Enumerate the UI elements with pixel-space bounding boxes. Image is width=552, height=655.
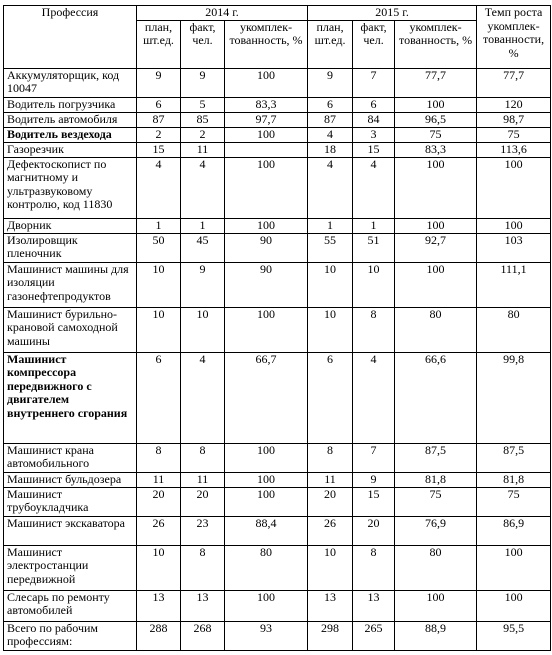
fact-2015: 10: [353, 262, 395, 307]
growth-rate: 99,8: [477, 352, 551, 443]
growth-rate: 100: [477, 157, 551, 218]
profession-name: Дворник: [4, 218, 137, 233]
staffing-2015: 83,3: [395, 142, 477, 157]
fact-2015: 8: [353, 307, 395, 352]
growth-rate: 75: [477, 487, 551, 516]
profession-name: Машинист компрессора передвижного с двигателем внутреннего сгорания: [4, 352, 137, 443]
fact-2015: 6: [353, 97, 395, 112]
fact-2014: 4: [181, 157, 225, 218]
staffing-2015: 87,5: [395, 443, 477, 472]
staffing-2014: 100: [225, 218, 308, 233]
staffing-2014: 88,4: [225, 516, 308, 545]
profession-name: Машинист трубоукладчика: [4, 487, 137, 516]
fact-2014: 23: [181, 516, 225, 545]
fact-2014: 45: [181, 233, 225, 262]
plan-2014: 26: [137, 516, 181, 545]
fact-2014: 2: [181, 127, 225, 142]
staffing-2015: 75: [395, 487, 477, 516]
plan-2015: 26: [308, 516, 353, 545]
staffing-2014: 100: [225, 307, 308, 352]
plan-2015: 6: [308, 352, 353, 443]
profession-name: Водитель автомобиля: [4, 112, 137, 127]
fact-2015: 84: [353, 112, 395, 127]
fact-2015: 7: [353, 443, 395, 472]
staffing-2015: 88,9: [395, 621, 477, 650]
growth-rate: 100: [477, 218, 551, 233]
fact-2014: 85: [181, 112, 225, 127]
table-row: [4, 97, 551, 112]
profession-name: Аккумуляторщик, код 10047: [4, 68, 137, 97]
plan-2015: 8: [308, 443, 353, 472]
staffing-2014: 100: [225, 68, 308, 97]
fact-2014: 13: [181, 590, 225, 621]
profession-name: Водитель вездехода: [4, 127, 137, 142]
staffing-2015: 81,8: [395, 472, 477, 487]
table-row: [4, 545, 551, 590]
staffing-2014: 97,7: [225, 112, 308, 127]
growth-rate: 111,1: [477, 262, 551, 307]
table-row: [4, 352, 551, 443]
table-row: [4, 262, 551, 307]
staffing-2015: 100: [395, 590, 477, 621]
fact-2014: 11: [181, 472, 225, 487]
fact-2015: 7: [353, 68, 395, 97]
growth-rate: 75: [477, 127, 551, 142]
header-staffing-2015: укомплек-тованность, %: [395, 20, 477, 68]
fact-2014: 20: [181, 487, 225, 516]
header-year-2015: 2015 г.: [308, 6, 477, 21]
plan-2015: 4: [308, 157, 353, 218]
plan-2015: 10: [308, 545, 353, 590]
growth-rate: 81,8: [477, 472, 551, 487]
plan-2015: 13: [308, 590, 353, 621]
plan-2015: 9: [308, 68, 353, 97]
table-row: [4, 516, 551, 545]
growth-rate: 98,7: [477, 112, 551, 127]
plan-2014: 6: [137, 352, 181, 443]
staffing-2014: 66,7: [225, 352, 308, 443]
fact-2015: 13: [353, 590, 395, 621]
fact-2015: 9: [353, 472, 395, 487]
profession-name: Всего по рабочим профессиям:: [4, 621, 137, 650]
staffing-2015: 100: [395, 97, 477, 112]
fact-2015: 4: [353, 157, 395, 218]
plan-2014: 6: [137, 97, 181, 112]
growth-rate: 80: [477, 307, 551, 352]
plan-2015: 20: [308, 487, 353, 516]
table-row: [4, 218, 551, 233]
growth-rate: 87,5: [477, 443, 551, 472]
table-row: [4, 127, 551, 142]
header-plan-2015: план, шт.ед.: [308, 20, 353, 68]
plan-2014: 20: [137, 487, 181, 516]
staffing-table: [3, 5, 551, 651]
profession-name: Изолировщик пленочник: [4, 233, 137, 262]
staffing-2015: 92,7: [395, 233, 477, 262]
plan-2014: 8: [137, 443, 181, 472]
staffing-2015: 100: [395, 262, 477, 307]
plan-2014: 2: [137, 127, 181, 142]
plan-2015: 18: [308, 142, 353, 157]
staffing-2014: 100: [225, 590, 308, 621]
header-plan-2014: план, шт.ед.: [137, 20, 181, 68]
profession-name: Машинист бурильно-крановой самоходной машины: [4, 307, 137, 352]
fact-2014: 1: [181, 218, 225, 233]
plan-2014: 50: [137, 233, 181, 262]
plan-2015: 4: [308, 127, 353, 142]
fact-2015: 8: [353, 545, 395, 590]
staffing-2014: 90: [225, 233, 308, 262]
profession-name: Машинист машины для изоляции газонефтепродуктов: [4, 262, 137, 307]
table-row: [4, 307, 551, 352]
profession-name: Машинист крана автомобильного: [4, 443, 137, 472]
fact-2014: 5: [181, 97, 225, 112]
growth-rate: 86,9: [477, 516, 551, 545]
staffing-2014: 100: [225, 127, 308, 142]
table-body: [4, 68, 551, 650]
plan-2014: 15: [137, 142, 181, 157]
staffing-2014: 80: [225, 545, 308, 590]
fact-2015: 1: [353, 218, 395, 233]
growth-rate: 77,7: [477, 68, 551, 97]
header-staffing-2014: укомплек-тованность, %: [225, 20, 308, 68]
table-row: [4, 443, 551, 472]
header-fact-2014: факт, чел.: [181, 20, 225, 68]
table-row: [4, 487, 551, 516]
plan-2015: 11: [308, 472, 353, 487]
staffing-2014: 100: [225, 487, 308, 516]
staffing-2014: 100: [225, 443, 308, 472]
fact-2014: 10: [181, 307, 225, 352]
fact-2015: 4: [353, 352, 395, 443]
header-fact-2015: факт, чел.: [353, 20, 395, 68]
table-row-total: [4, 621, 551, 650]
plan-2014: 4: [137, 157, 181, 218]
staffing-2015: 66,6: [395, 352, 477, 443]
staffing-2015: 77,7: [395, 68, 477, 97]
plan-2014: 11: [137, 472, 181, 487]
fact-2015: 51: [353, 233, 395, 262]
table-row: [4, 68, 551, 97]
profession-name: Машинист экскаватора: [4, 516, 137, 545]
table-row: [4, 233, 551, 262]
table-row: [4, 157, 551, 218]
staffing-2015: 80: [395, 307, 477, 352]
profession-name: Машинист бульдозера: [4, 472, 137, 487]
profession-name: Водитель погрузчика: [4, 97, 137, 112]
staffing-2015: 100: [395, 157, 477, 218]
fact-2015: 3: [353, 127, 395, 142]
profession-name: Газорезчик: [4, 142, 137, 157]
plan-2015: 6: [308, 97, 353, 112]
header-year-2014: 2014 г.: [137, 6, 308, 21]
staffing-2015: 100: [395, 218, 477, 233]
plan-2014: 87: [137, 112, 181, 127]
plan-2014: 288: [137, 621, 181, 650]
fact-2014: 9: [181, 68, 225, 97]
staffing-2015: 76,9: [395, 516, 477, 545]
staffing-2015: 80: [395, 545, 477, 590]
staffing-2014: 83,3: [225, 97, 308, 112]
table-row: [4, 112, 551, 127]
plan-2014: 10: [137, 262, 181, 307]
plan-2015: 1: [308, 218, 353, 233]
staffing-2014: 100: [225, 472, 308, 487]
plan-2015: 10: [308, 262, 353, 307]
fact-2015: 20: [353, 516, 395, 545]
table-row: [4, 590, 551, 621]
profession-name: Слесарь по ремонту автомобилей: [4, 590, 137, 621]
plan-2014: 10: [137, 545, 181, 590]
staffing-2014: [225, 142, 308, 157]
header-growth-rate: Темп роста укомплек-тованности, %: [477, 6, 551, 69]
plan-2015: 10: [308, 307, 353, 352]
growth-rate: 120: [477, 97, 551, 112]
profession-name: Машинист электростанции передвижной: [4, 545, 137, 590]
staffing-2014: 93: [225, 621, 308, 650]
growth-rate: 103: [477, 233, 551, 262]
header-profession: Профессия: [4, 6, 137, 69]
fact-2015: 265: [353, 621, 395, 650]
fact-2014: 11: [181, 142, 225, 157]
plan-2014: 10: [137, 307, 181, 352]
fact-2014: 268: [181, 621, 225, 650]
fact-2014: 8: [181, 443, 225, 472]
plan-2015: 87: [308, 112, 353, 127]
growth-rate: 100: [477, 545, 551, 590]
growth-rate: 100: [477, 590, 551, 621]
growth-rate: 113,6: [477, 142, 551, 157]
fact-2014: 8: [181, 545, 225, 590]
table-row: [4, 472, 551, 487]
plan-2014: 1: [137, 218, 181, 233]
staffing-2015: 75: [395, 127, 477, 142]
plan-2014: 13: [137, 590, 181, 621]
fact-2015: 15: [353, 142, 395, 157]
plan-2015: 298: [308, 621, 353, 650]
fact-2015: 15: [353, 487, 395, 516]
profession-name: Дефектоскопист по магнитному и ультразвуковому контролю, код 11830: [4, 157, 137, 218]
staffing-2015: 96,5: [395, 112, 477, 127]
growth-rate: 95,5: [477, 621, 551, 650]
staffing-2014: 90: [225, 262, 308, 307]
table-row: [4, 142, 551, 157]
staffing-2014: 100: [225, 157, 308, 218]
fact-2014: 9: [181, 262, 225, 307]
fact-2014: 4: [181, 352, 225, 443]
plan-2015: 55: [308, 233, 353, 262]
plan-2014: 9: [137, 68, 181, 97]
